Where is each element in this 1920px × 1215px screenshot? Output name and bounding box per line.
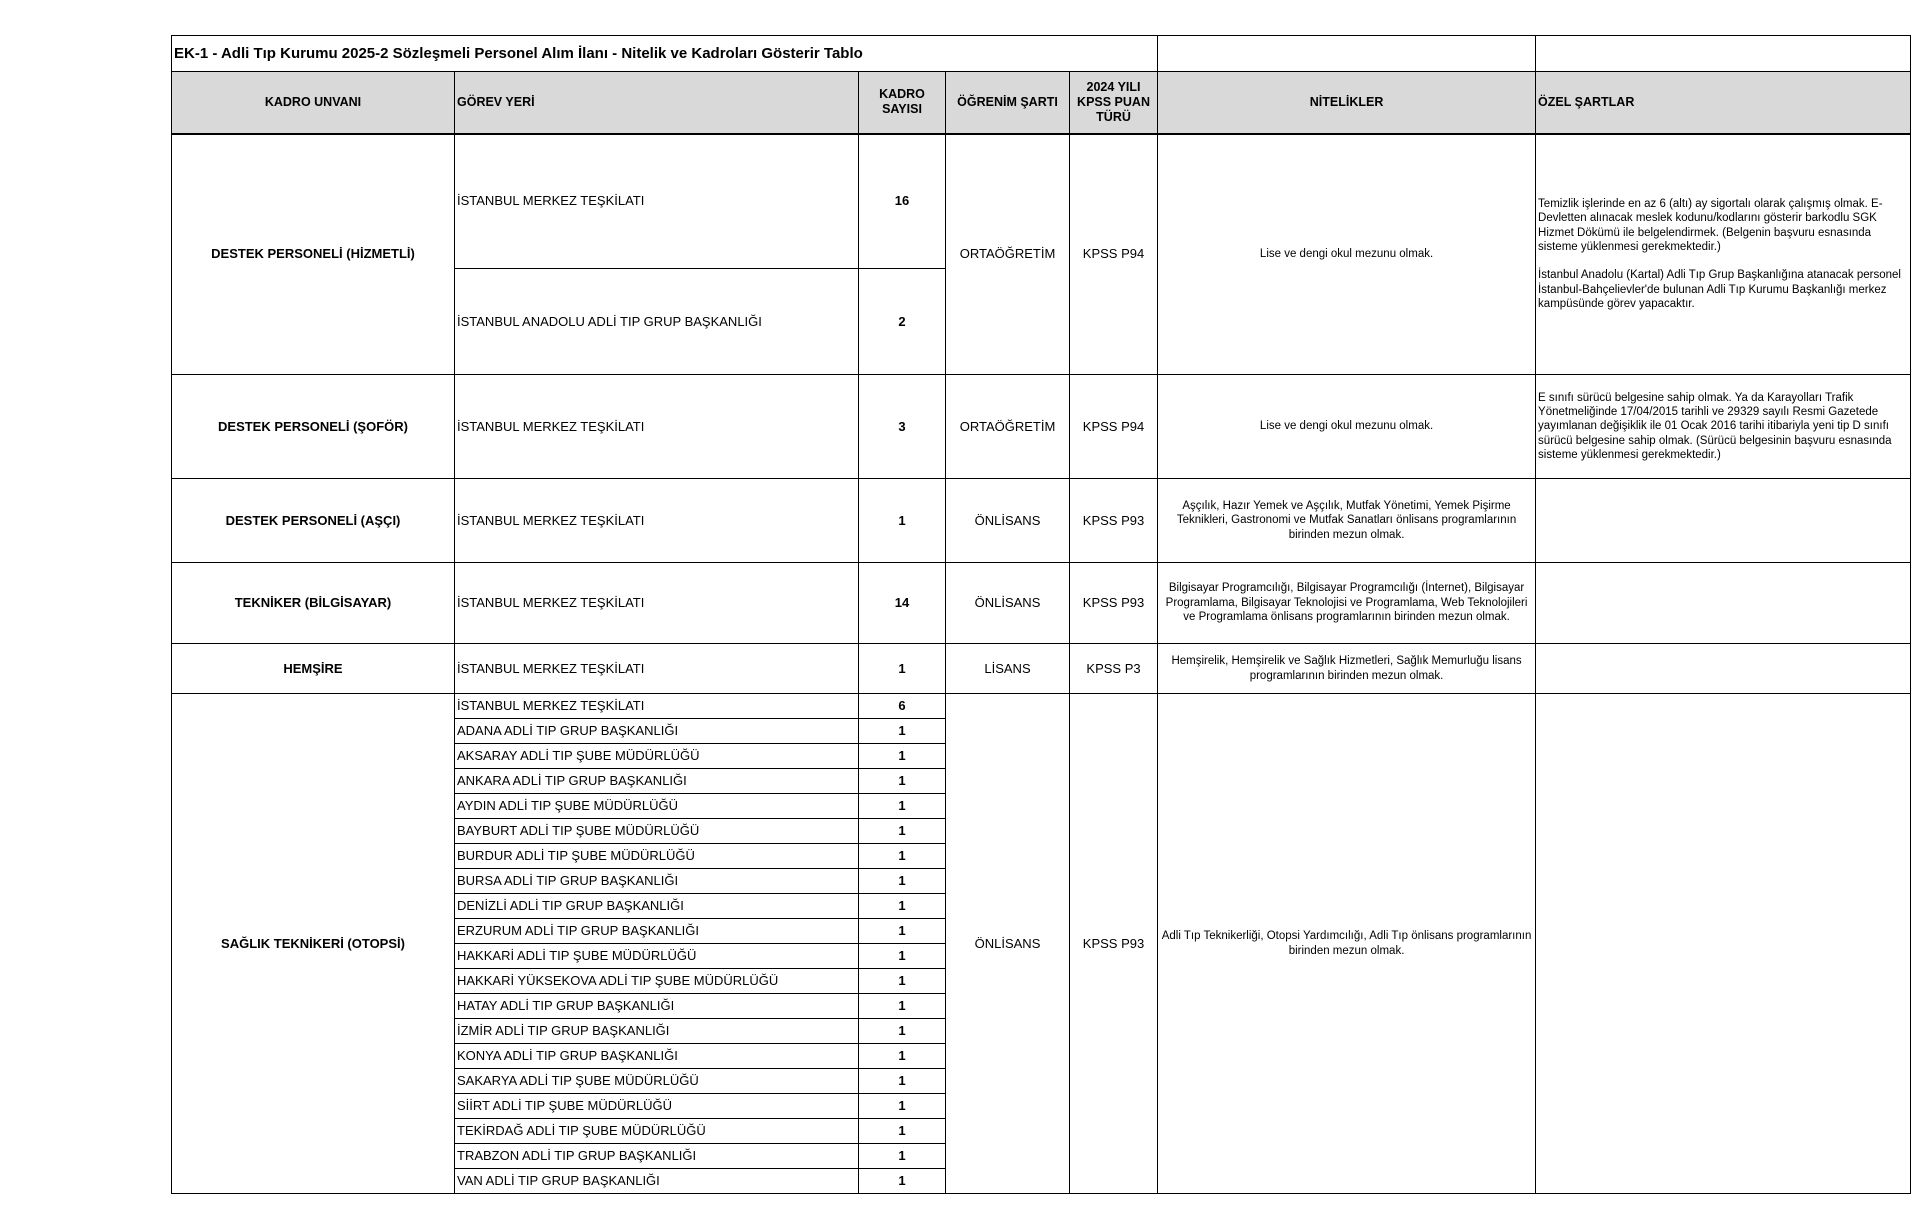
- otopsi-title: SAĞLIK TEKNİKERİ (OTOPSİ): [172, 694, 455, 1194]
- special-conditions-cell: [1536, 563, 1911, 644]
- place-cell: TEKİRDAĞ ADLİ TIP ŞUBE MÜDÜRLÜĞÜ: [455, 1119, 859, 1144]
- hizmetli-title: DESTEK PERSONELİ (HİZMETLİ): [172, 134, 455, 375]
- count-cell: 1: [859, 1069, 946, 1094]
- count-cell: 1: [859, 794, 946, 819]
- place-cell: İSTANBUL MERKEZ TEŞKİLATI: [455, 694, 859, 719]
- count-cell: 14: [859, 563, 946, 644]
- special-conditions-cell: E sınıfı sürücü belgesine sahip olmak. Ya da Karayolları Trafik Yönetmeliğinde 17/04/2015 tarihli ve 29329 sayılı Resmi Gazetede yayımlanan değişiklik ile 01 Ocak 2016 tarihi itibariyla yeni tip D sınıfı sürücü belgesine sahip olmak. (Sürücü belgesinin başvuru esnasında sisteme yüklenmesi gerekmektedir.): [1536, 375, 1911, 479]
- place-cell: İSTANBUL ANADOLU ADLİ TIP GRUP BAŞKANLIĞI: [455, 269, 859, 375]
- count-cell: 1: [859, 819, 946, 844]
- count-cell: 1: [859, 994, 946, 1019]
- place-cell: İSTANBUL MERKEZ TEŞKİLATI: [455, 563, 859, 644]
- count-cell: 1: [859, 1169, 946, 1194]
- place-cell: ANKARA ADLİ TIP GRUP BAŞKANLIĞI: [455, 769, 859, 794]
- header-kadro-unvani: KADRO UNVANI: [172, 72, 455, 134]
- count-cell: 16: [859, 134, 946, 269]
- count-cell: 1: [859, 969, 946, 994]
- count-cell: 6: [859, 694, 946, 719]
- place-cell: SAKARYA ADLİ TIP ŞUBE MÜDÜRLÜĞÜ: [455, 1069, 859, 1094]
- header-gorev-yeri: GÖREV YERİ: [455, 72, 859, 134]
- place-cell: BURDUR ADLİ TIP ŞUBE MÜDÜRLÜĞÜ: [455, 844, 859, 869]
- place-cell: BURSA ADLİ TIP GRUP BAŞKANLIĞI: [455, 869, 859, 894]
- count-cell: 1: [859, 919, 946, 944]
- tekniker-title: TEKNİKER (BİLGİSAYAR): [172, 563, 455, 644]
- special-conditions-cell: [1536, 134, 1911, 375]
- count-cell: 2: [859, 269, 946, 375]
- header-ogrenim-sarti: ÖĞRENİM ŞARTI: [946, 72, 1070, 134]
- place-cell: İSTANBUL MERKEZ TEŞKİLATI: [455, 134, 859, 269]
- table-row: [172, 134, 1911, 269]
- qualifications-cell: Bilgisayar Programcılığı, Bilgisayar Programcılığı (İnternet), Bilgisayar Programlama, Bilgisayar Teknolojisi ve Programlama, Web Teknolojileri ve Programlama önlisans programlarının birinden mezun olmak.: [1158, 563, 1536, 644]
- education-cell: ÖNLİSANS: [946, 479, 1070, 563]
- personnel-table: [171, 35, 1911, 1194]
- hemsire-title: HEMŞİRE: [172, 644, 455, 694]
- place-cell: İZMİR ADLİ TIP GRUP BAŞKANLIĞI: [455, 1019, 859, 1044]
- kpss-cell: KPSS P94: [1070, 375, 1158, 479]
- count-cell: 1: [859, 719, 946, 744]
- qualifications-cell: Lise ve dengi okul mezunu olmak.: [1158, 375, 1536, 479]
- count-cell: 1: [859, 1019, 946, 1044]
- kpss-cell: KPSS P93: [1070, 694, 1158, 1194]
- title-row: [172, 36, 1911, 72]
- header-kpss: 2024 YILI KPSS PUAN TÜRÜ: [1070, 72, 1158, 134]
- table-row: [172, 479, 1911, 563]
- kpss-cell: KPSS P3: [1070, 644, 1158, 694]
- table-row: [172, 644, 1911, 694]
- kpss-cell: KPSS P94: [1070, 134, 1158, 375]
- place-cell: SİİRT ADLİ TIP ŞUBE MÜDÜRLÜĞÜ: [455, 1094, 859, 1119]
- place-cell: ERZURUM ADLİ TIP GRUP BAŞKANLIĞI: [455, 919, 859, 944]
- count-cell: 1: [859, 1119, 946, 1144]
- special-conditions-cell: [1536, 644, 1911, 694]
- qualifications-cell: Adli Tıp Teknikerliği, Otopsi Yardımcılığı, Adli Tıp önlisans programlarının birinden mezun olmak.: [1158, 694, 1536, 1194]
- place-cell: DENİZLİ ADLİ TIP GRUP BAŞKANLIĞI: [455, 894, 859, 919]
- place-cell: İSTANBUL MERKEZ TEŞKİLATI: [455, 644, 859, 694]
- count-cell: 1: [859, 1094, 946, 1119]
- qualifications-cell: Aşçılık, Hazır Yemek ve Aşçılık, Mutfak Yönetimi, Yemek Pişirme Teknikleri, Gastronomi ve Mutfak Sanatları önlisans programlarının birinden mezun olmak.: [1158, 479, 1536, 563]
- count-cell: 1: [859, 744, 946, 769]
- count-cell: 1: [859, 1044, 946, 1069]
- qualifications-cell: Hemşirelik, Hemşirelik ve Sağlık Hizmetleri, Sağlık Memurluğu lisans programlarının birinden mezun olmak.: [1158, 644, 1536, 694]
- count-cell: 1: [859, 769, 946, 794]
- kpss-cell: KPSS P93: [1070, 479, 1158, 563]
- special-condition-text: İstanbul Anadolu (Kartal) Adli Tıp Grup Başkanlığına atanacak personel İstanbul-Bahçelievler'de bulunan Adli Tıp Kurumu Başkanlığı merkez kampüsünde görev yapacaktır.: [1538, 269, 1901, 311]
- count-cell: 1: [859, 869, 946, 894]
- sofor-title: DESTEK PERSONELİ (ŞOFÖR): [172, 375, 455, 479]
- empty-cell: [1158, 36, 1536, 72]
- place-cell: BAYBURT ADLİ TIP ŞUBE MÜDÜRLÜĞÜ: [455, 819, 859, 844]
- table-row: [172, 694, 1911, 719]
- education-cell: ÖNLİSANS: [946, 694, 1070, 1194]
- count-cell: 1: [859, 644, 946, 694]
- kpss-cell: KPSS P93: [1070, 563, 1158, 644]
- education-cell: LİSANS: [946, 644, 1070, 694]
- count-cell: 1: [859, 944, 946, 969]
- place-cell: AYDIN ADLİ TIP ŞUBE MÜDÜRLÜĞÜ: [455, 794, 859, 819]
- place-cell: TRABZON ADLİ TIP GRUP BAŞKANLIĞI: [455, 1144, 859, 1169]
- place-cell: İSTANBUL MERKEZ TEŞKİLATI: [455, 479, 859, 563]
- document-title: EK-1 - Adli Tıp Kurumu 2025-2 Sözleşmeli Personel Alım İlanı - Nitelik ve Kadroları Gösterir Tablo: [172, 36, 1158, 72]
- header-row: [172, 72, 1911, 134]
- count-cell: 1: [859, 479, 946, 563]
- education-cell: ÖNLİSANS: [946, 563, 1070, 644]
- qualifications-cell: Lise ve dengi okul mezunu olmak.: [1158, 134, 1536, 375]
- special-conditions-cell: [1536, 479, 1911, 563]
- special-conditions-cell: [1536, 694, 1911, 1194]
- education-cell: ORTAÖĞRETİM: [946, 134, 1070, 375]
- header-ozel-sartlar: ÖZEL ŞARTLAR: [1536, 72, 1911, 134]
- place-cell: KONYA ADLİ TIP GRUP BAŞKANLIĞI: [455, 1044, 859, 1069]
- education-cell: ORTAÖĞRETİM: [946, 375, 1070, 479]
- count-cell: 3: [859, 375, 946, 479]
- count-cell: 1: [859, 1144, 946, 1169]
- place-cell: AKSARAY ADLİ TIP ŞUBE MÜDÜRLÜĞÜ: [455, 744, 859, 769]
- place-cell: HAKKARİ ADLİ TIP ŞUBE MÜDÜRLÜĞÜ: [455, 944, 859, 969]
- table-row: [172, 375, 1911, 479]
- place-cell: HAKKARİ YÜKSEKOVA ADLİ TIP ŞUBE MÜDÜRLÜĞÜ: [455, 969, 859, 994]
- empty-cell: [1536, 36, 1911, 72]
- count-cell: 1: [859, 894, 946, 919]
- asci-title: DESTEK PERSONELİ (AŞÇI): [172, 479, 455, 563]
- place-cell: İSTANBUL MERKEZ TEŞKİLATI: [455, 375, 859, 479]
- place-cell: HATAY ADLİ TIP GRUP BAŞKANLIĞI: [455, 994, 859, 1019]
- place-cell: VAN ADLİ TIP GRUP BAŞKANLIĞI: [455, 1169, 859, 1194]
- header-nitelikler: NİTELİKLER: [1158, 72, 1536, 134]
- special-condition-text: Temizlik işlerinde en az 6 (altı) ay sigortalı olarak çalışmış olmak. E- Devletten alınacak meslek kodunu/kodlarını gösterir barkodlu SGK Hizmet Dökümü ile belgelendirmek. (Belgenin başvuru esnasında sisteme yüklenmesi gerekmektedir.): [1538, 197, 1883, 254]
- table-row: [172, 563, 1911, 644]
- count-cell: 1: [859, 844, 946, 869]
- header-kadro-sayisi: KADRO SAYISI: [859, 72, 946, 134]
- place-cell: ADANA ADLİ TIP GRUP BAŞKANLIĞI: [455, 719, 859, 744]
